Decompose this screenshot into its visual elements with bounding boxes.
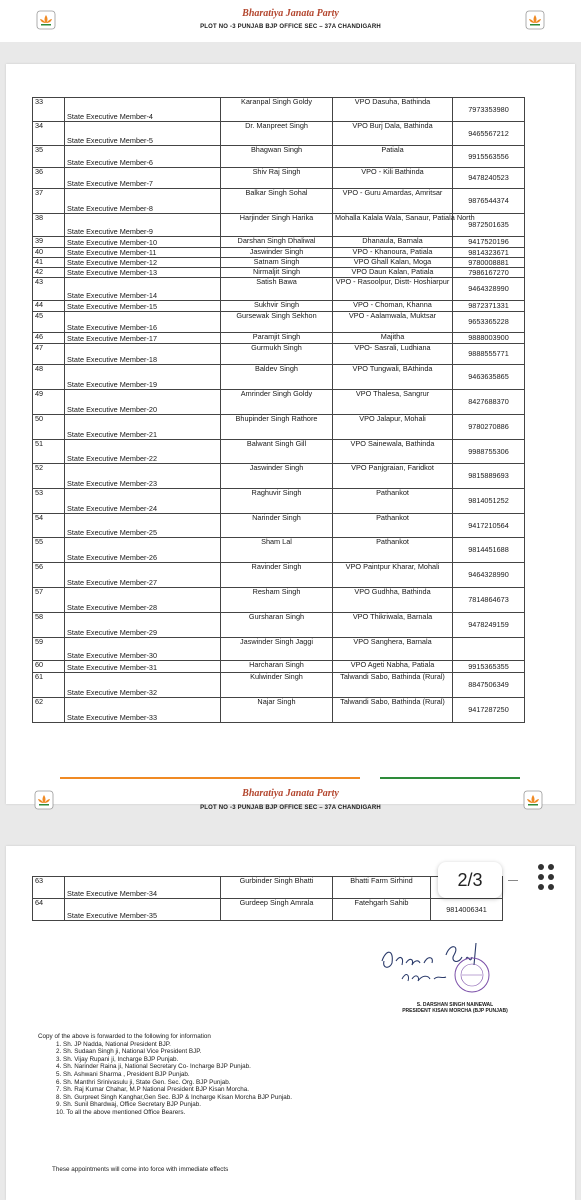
table-row (33, 258, 525, 268)
members-table-page-2 (32, 97, 525, 723)
member-name: Harcharan Singh (221, 661, 333, 673)
table-row (33, 146, 525, 168)
row-number: 33 (33, 98, 65, 122)
member-name: Bhupinder Singh Rathore (221, 415, 333, 440)
row-number: 41 (33, 258, 65, 268)
member-address: VPO Daun Kalan, Patiala (333, 268, 453, 278)
member-name: Darshan Singh Dhaliwal (221, 237, 333, 248)
member-address: Talwandi Sabo, Bathinda (Rural) (333, 673, 453, 698)
member-phone: 8427688370 (453, 390, 525, 415)
row-number: 38 (33, 214, 65, 237)
member-phone: 9815889693 (453, 464, 525, 489)
table-row (33, 661, 525, 673)
member-name: Dr. Manpreet Singh (221, 122, 333, 146)
row-number: 57 (33, 588, 65, 613)
member-name: Karanpal Singh Goldy (221, 98, 333, 122)
member-address: VPO Panjgraian, Faridkot (333, 464, 453, 489)
table-row (33, 278, 525, 301)
member-address: VPO Paintpur Kharar, Mohali (333, 563, 453, 588)
row-number: 39 (33, 237, 65, 248)
member-phone: 9876544374 (453, 189, 525, 214)
member-address: Majitha (333, 333, 453, 344)
member-phone: 9464328990 (453, 563, 525, 588)
table-row (33, 538, 525, 563)
member-post: State Executive Member-11 (65, 248, 221, 258)
list-item: 3. Sh. Vijay Rupani ji, Incharge BJP Punjab. (56, 1055, 179, 1063)
member-post: State Executive Member-5 (65, 122, 221, 146)
office-address: PLOT NO -3 PUNJAB BJP OFFICE SEC – 37A CHANDIGARH (200, 24, 381, 30)
member-phone: 9888003900 (453, 333, 525, 344)
member-phone: 9814451688 (453, 538, 525, 563)
member-post: State Executive Member-4 (65, 98, 221, 122)
member-name: Gurdeep Singh Amrala (221, 899, 333, 921)
member-phone: 7973353980 (453, 98, 525, 122)
list-item: 7. Sh. Raj Kumar Chahar, M.P National President BJP Kisan Morcha. (56, 1086, 249, 1094)
member-phone: 9478240523 (453, 168, 525, 189)
member-post: State Executive Member-6 (65, 146, 221, 168)
member-phone: 9814323671 (453, 248, 525, 258)
effect-note: These appointments will come into force with immediate effects (52, 1166, 229, 1173)
table-row (33, 248, 525, 258)
row-number: 55 (33, 538, 65, 563)
table-row (33, 415, 525, 440)
pager-divider (508, 880, 518, 881)
member-name: Gurmukh Singh (221, 344, 333, 365)
member-phone: 9464328990 (453, 278, 525, 301)
member-address: VPO - Choman, Khanna (333, 301, 453, 312)
member-name: Narinder Singh (221, 514, 333, 538)
list-item: 8. Sh. Gurpreet Singh Kanghar,Gen Sec. BJP & Incharge Kisan Morcha BJP Punjab. (56, 1093, 293, 1101)
member-post: State Executive Member-16 (65, 312, 221, 333)
row-number: 44 (33, 301, 65, 312)
member-post: State Executive Member-33 (65, 698, 221, 723)
table-row (33, 301, 525, 312)
member-post: State Executive Member-29 (65, 613, 221, 638)
member-phone: 9915365355 (453, 661, 525, 673)
table-row (33, 638, 525, 661)
list-item: 5. Sh. Ashwani Sharma , President BJP Punjab. (56, 1070, 190, 1078)
copy-recipients-list (56, 1041, 292, 1117)
table-row (33, 365, 525, 390)
member-phone: 9888555771 (453, 344, 525, 365)
member-address: VPO Burj Dala, Bathinda (333, 122, 453, 146)
member-post: State Executive Member-26 (65, 538, 221, 563)
table-row (33, 899, 503, 921)
member-phone: 9780008881 (453, 258, 525, 268)
member-name: Kulwinder Singh (221, 673, 333, 698)
member-phone: 9780270886 (453, 415, 525, 440)
member-post: State Executive Member-9 (65, 214, 221, 237)
member-address: VPO - Guru Amardas, Amritsar (333, 189, 453, 214)
member-address: VPO Tungwali, BAthinda (333, 365, 453, 390)
table-row (33, 122, 525, 146)
page-header-top (0, 0, 581, 42)
row-number: 51 (33, 440, 65, 464)
row-number: 56 (33, 563, 65, 588)
member-phone: 9814051252 (453, 489, 525, 514)
signatory-title-line: PRESIDENT KISAN MORCHA (BJP PUNJAB) (402, 1008, 508, 1014)
row-number: 47 (33, 344, 65, 365)
table-row (33, 189, 525, 214)
page-indicator: 2/3 (438, 862, 502, 898)
member-address: VPO - Rasoolpur, Distt- Hoshiarpur (333, 278, 453, 301)
member-address: VPO Sanghera, Barnala (333, 638, 453, 661)
row-number: 54 (33, 514, 65, 538)
row-number: 40 (33, 248, 65, 258)
row-number: 60 (33, 661, 65, 673)
table-row (33, 698, 525, 723)
member-name: Satish Bawa (221, 278, 333, 301)
copy-forwarded-section (38, 1033, 292, 1117)
member-phone: 8847506349 (453, 673, 525, 698)
party-name: Bharatiya Janata Party (242, 8, 339, 19)
member-address: Mohalla Kalala Wala, Sanaur, Patiala North (333, 214, 453, 237)
member-post: State Executive Member-17 (65, 333, 221, 344)
member-address: VPO Sainewala, Bathinda (333, 440, 453, 464)
member-post: State Executive Member-10 (65, 237, 221, 248)
member-address: VPO Ageti Nabha, Patiala (333, 661, 453, 673)
member-address: Dhanaula, Barnala (333, 237, 453, 248)
signatory-name-line: S. DARSHAN SINGH NAINEWAL (416, 1002, 494, 1008)
member-post: State Executive Member-31 (65, 661, 221, 673)
member-post: State Executive Member-34 (65, 877, 221, 899)
member-phone: 9463635865 (453, 365, 525, 390)
member-phone: 9814006341 (431, 899, 503, 921)
member-name: Gurbinder Singh Bhatti (221, 877, 333, 899)
copy-intro: Copy of the above is forwarded to the following for information (38, 1033, 211, 1040)
row-number: 36 (33, 168, 65, 189)
member-phone: 7986167270 (453, 268, 525, 278)
bjp-lotus-logo-icon (523, 790, 543, 810)
table-row (33, 514, 525, 538)
row-number: 61 (33, 673, 65, 698)
table-row (33, 237, 525, 248)
row-number: 58 (33, 613, 65, 638)
member-post: State Executive Member-15 (65, 301, 221, 312)
table-row (33, 489, 525, 514)
member-phone: 9465567212 (453, 122, 525, 146)
table-row (33, 563, 525, 588)
row-number: 62 (33, 698, 65, 723)
list-item: 6. Sh. Manthri Srinivasulu ji, State Gen. Sec. Org. BJP Punjab. (56, 1078, 231, 1086)
member-post: State Executive Member-8 (65, 189, 221, 214)
table-row (33, 168, 525, 189)
member-name: Sukhvir Singh (221, 301, 333, 312)
row-number: 59 (33, 638, 65, 661)
table-row (33, 877, 503, 899)
row-number: 63 (33, 877, 65, 899)
member-name: Jaswinder Singh (221, 248, 333, 258)
table-row (33, 588, 525, 613)
member-post: State Executive Member-28 (65, 588, 221, 613)
table-row (33, 344, 525, 365)
row-number: 64 (33, 899, 65, 921)
member-post: State Executive Member-25 (65, 514, 221, 538)
member-phone: 9872501635 (453, 214, 525, 237)
row-number: 49 (33, 390, 65, 415)
handwritten-signature (376, 935, 506, 995)
member-post: State Executive Member-18 (65, 344, 221, 365)
table-row (33, 613, 525, 638)
list-item: 4. Sh. Narinder Raina ji, National Secretary Co- Incharge BJP Punjab. (56, 1063, 251, 1071)
row-number: 46 (33, 333, 65, 344)
member-name: Ravinder Singh (221, 563, 333, 588)
table-row (33, 333, 525, 344)
signatory-name (380, 1002, 530, 1014)
member-phone: 9478249159 (453, 613, 525, 638)
member-phone: 9653365228 (453, 312, 525, 333)
member-address: Patiala (333, 146, 453, 168)
member-post: State Executive Member-14 (65, 278, 221, 301)
table-row (33, 98, 525, 122)
member-name: Bhagwan Singh (221, 146, 333, 168)
list-item: 10. To all the above mentioned Office Bearers. (56, 1108, 186, 1116)
member-post: State Executive Member-30 (65, 638, 221, 661)
member-post: State Executive Member-23 (65, 464, 221, 489)
member-name: Gursharan Singh (221, 613, 333, 638)
member-phone (453, 638, 525, 661)
members-table-page-3 (32, 876, 503, 921)
member-address: Pathankot (333, 489, 453, 514)
member-name: Raghuvir Singh (221, 489, 333, 514)
member-phone: 9988755306 (453, 440, 525, 464)
row-number: 45 (33, 312, 65, 333)
party-name: Bharatiya Janata Party (242, 788, 339, 799)
member-address: Pathankot (333, 514, 453, 538)
member-post: State Executive Member-19 (65, 365, 221, 390)
member-name: Balkar Singh Sohal (221, 189, 333, 214)
member-name: Sham Lal (221, 538, 333, 563)
row-number: 35 (33, 146, 65, 168)
member-name: Baldev Singh (221, 365, 333, 390)
table-row (33, 464, 525, 489)
member-name: Paramjit Singh (221, 333, 333, 344)
member-address: VPO Thikriwala, Barnala (333, 613, 453, 638)
member-address: VPO Gudhha, Bathinda (333, 588, 453, 613)
member-address: Bhatti Farm Sirhind (333, 877, 431, 899)
member-name: Shiv Raj Singh (221, 168, 333, 189)
row-number: 37 (33, 189, 65, 214)
tricolor-divider (60, 777, 520, 779)
row-number: 48 (33, 365, 65, 390)
row-number: 52 (33, 464, 65, 489)
member-post: State Executive Member-21 (65, 415, 221, 440)
member-address: VPO - Khanoura, Patiala (333, 248, 453, 258)
member-phone: 9417287250 (453, 698, 525, 723)
member-post: State Executive Member-22 (65, 440, 221, 464)
member-name: Najar Singh (221, 698, 333, 723)
table-row (33, 312, 525, 333)
member-name: Jaswinder Singh Jaggi (221, 638, 333, 661)
row-number: 42 (33, 268, 65, 278)
member-name: Nirmaljit Singh (221, 268, 333, 278)
table-row (33, 214, 525, 237)
member-phone: 9872371331 (453, 301, 525, 312)
member-phone: 9417520196 (453, 237, 525, 248)
row-number: 34 (33, 122, 65, 146)
row-number: 50 (33, 415, 65, 440)
member-post: State Executive Member-13 (65, 268, 221, 278)
table-row (33, 268, 525, 278)
member-name: Gursewak Singh Sekhon (221, 312, 333, 333)
table-row (33, 440, 525, 464)
member-address: VPO Ghall Kalan, Moga (333, 258, 453, 268)
member-name: Harjinder Singh Harika (221, 214, 333, 237)
member-address: Pathankot (333, 538, 453, 563)
list-item: 2. Sh. Sudaan Singh ji, National Vice President BJP. (56, 1048, 202, 1056)
member-phone: 7814864673 (453, 588, 525, 613)
member-address: Talwandi Sabo, Bathinda (Rural) (333, 698, 453, 723)
member-name: Balwant Singh Gill (221, 440, 333, 464)
member-address: VPO - Aalamwala, Muktsar (333, 312, 453, 333)
member-address: VPO- Sasrali, Ludhiana (333, 344, 453, 365)
member-name: Amrinder Singh Goldy (221, 390, 333, 415)
table-row (33, 390, 525, 415)
member-post: State Executive Member-20 (65, 390, 221, 415)
row-number: 53 (33, 489, 65, 514)
member-post: State Executive Member-32 (65, 673, 221, 698)
list-item: 1. Sh. JP Nadda, National President BJP. (56, 1040, 171, 1048)
member-post: State Executive Member-7 (65, 168, 221, 189)
member-address: VPO Jalapur, Mohali (333, 415, 453, 440)
member-post: State Executive Member-12 (65, 258, 221, 268)
member-post: State Executive Member-35 (65, 899, 221, 921)
row-number: 43 (33, 278, 65, 301)
member-address: VPO Dasuha, Bathinda (333, 98, 453, 122)
member-address: VPO - Kili Bathinda (333, 168, 453, 189)
member-phone: 9915563556 (453, 146, 525, 168)
more-options-icon[interactable] (538, 864, 556, 892)
member-post: State Executive Member-24 (65, 489, 221, 514)
member-phone: 9417210564 (453, 514, 525, 538)
office-address: PLOT NO -3 PUNJAB BJP OFFICE SEC – 37A CHANDIGARH (200, 805, 381, 811)
member-name: Jaswinder Singh (221, 464, 333, 489)
member-post: State Executive Member-27 (65, 563, 221, 588)
table-row (33, 673, 525, 698)
member-address: VPO Thalesa, Sangrur (333, 390, 453, 415)
member-name: Resham Singh (221, 588, 333, 613)
member-name: Satnam Singh (221, 258, 333, 268)
member-address: Fatehgarh Sahib (333, 899, 431, 921)
bjp-lotus-logo-icon (525, 10, 545, 30)
list-item: 9. Sh. Sunil Bhardwaj, Office Secretary BJP Punjab. (56, 1101, 202, 1109)
